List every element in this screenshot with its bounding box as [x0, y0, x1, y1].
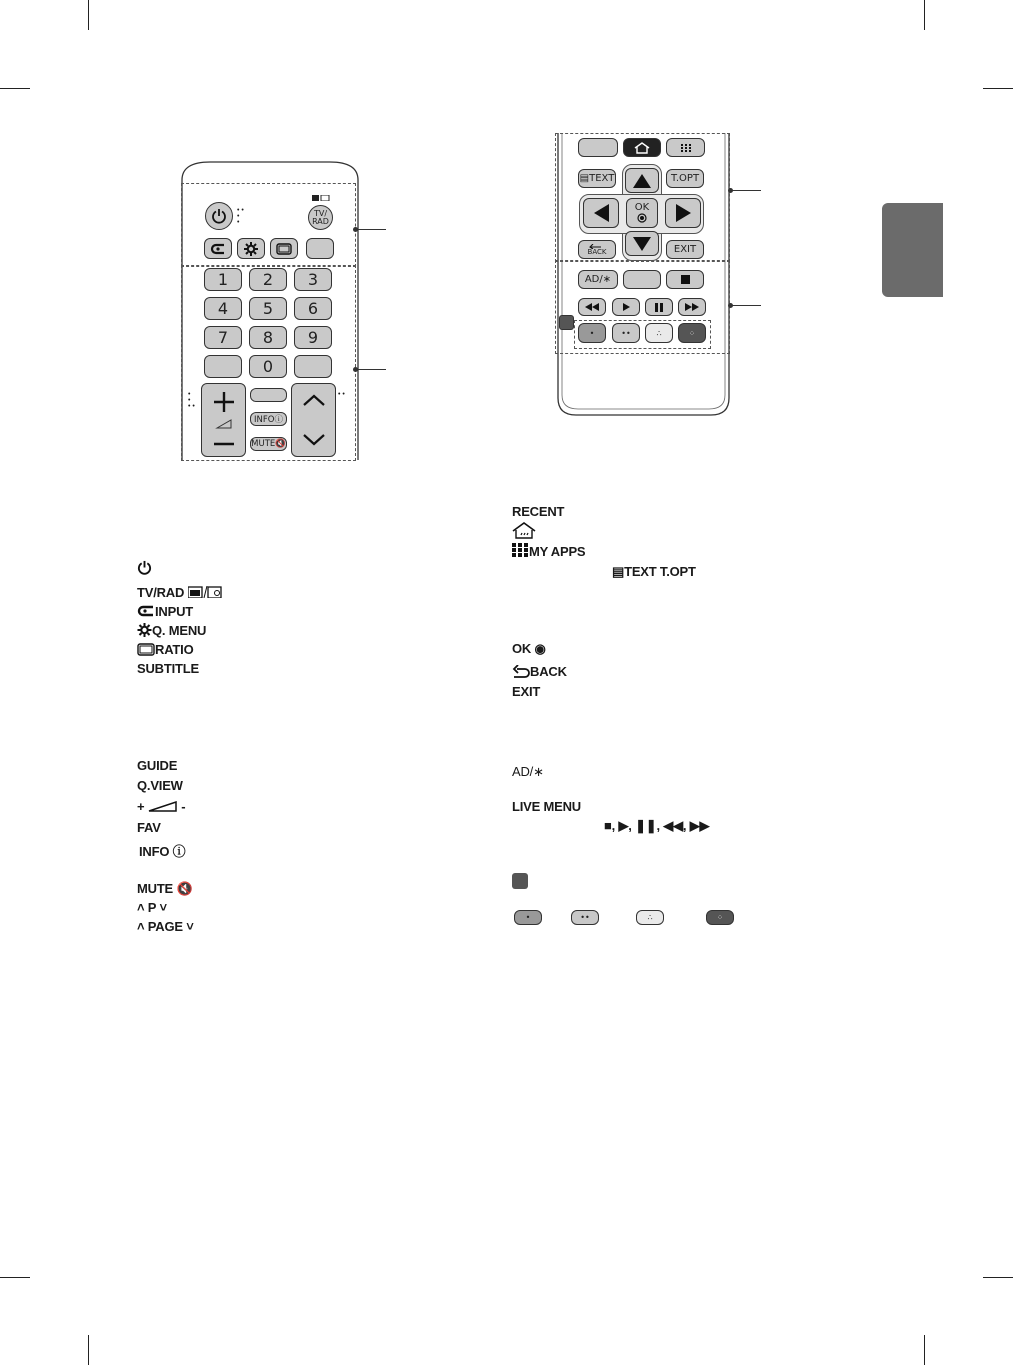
guide-button[interactable] [204, 355, 242, 378]
exit-button[interactable]: EXIT [666, 240, 704, 259]
crop-mark [0, 1277, 30, 1278]
power-icon [137, 560, 152, 575]
back-key-label: BACK [587, 247, 607, 256]
num-key-9[interactable]: 9 [294, 326, 332, 349]
dots-marker: • • [338, 391, 345, 398]
volume-icon [148, 801, 178, 812]
power-icon [211, 208, 227, 224]
number-2-badge [559, 315, 574, 330]
qmenu-button[interactable] [237, 238, 265, 259]
apps-grid-icon [681, 144, 691, 152]
ratio-label-text: RATIO [155, 642, 194, 657]
home-icon [512, 522, 536, 539]
input-icon [210, 243, 226, 255]
back-label-text: BACK [530, 664, 567, 679]
page-label: ˄ PAGE ˅ [137, 919, 194, 934]
rewind-icon [585, 303, 599, 311]
red-button[interactable]: • [578, 323, 606, 343]
ok-circle-icon [637, 213, 647, 223]
pause-icon [655, 303, 663, 312]
language-tab [882, 203, 943, 297]
home-button[interactable] [623, 138, 661, 157]
gear-icon [244, 242, 258, 256]
ok-label: OK ◉ [512, 641, 546, 656]
recent-label: RECENT [512, 504, 565, 519]
up-button[interactable] [625, 168, 659, 193]
down-arrow-icon [633, 237, 651, 251]
red-key-icon: • [514, 910, 542, 925]
mute-label: MUTE 🔇 [137, 881, 193, 896]
chevron-up-down-icon [299, 389, 329, 451]
channel-label: ˄ P ˅ [137, 900, 167, 915]
gear-icon [137, 623, 152, 637]
leader-line [356, 229, 386, 230]
crop-mark [983, 1277, 1013, 1278]
tvrad-icon [312, 195, 330, 201]
subtitle-label: SUBTITLE [137, 661, 199, 676]
dots-marker: • • • • [237, 207, 244, 226]
livemenu-label: LIVE MENU [512, 799, 581, 814]
num-key-4[interactable]: 4 [204, 297, 242, 320]
myapps-button[interactable] [666, 138, 705, 157]
right-button[interactable] [665, 198, 701, 228]
dots-marker: • • • • [188, 391, 195, 410]
qview-button[interactable] [294, 355, 332, 378]
crop-mark [88, 0, 89, 30]
left-button[interactable] [583, 198, 619, 228]
fav-label: FAV [137, 820, 161, 835]
num-key-6[interactable]: 6 [294, 297, 332, 320]
tvrad-icon [188, 586, 222, 598]
crop-mark [983, 88, 1013, 89]
number-2-badge [512, 873, 528, 889]
input-button[interactable] [204, 238, 232, 259]
left-arrow-icon [594, 204, 609, 222]
num-key-1[interactable]: 1 [204, 268, 242, 291]
num-key-3[interactable]: 3 [294, 268, 332, 291]
mute-button[interactable]: MUTE🔇 [251, 439, 286, 449]
text-button[interactable]: ▤TEXT [578, 169, 616, 188]
num-key-5[interactable]: 5 [249, 297, 287, 320]
ratio-label [137, 642, 193, 657]
home-icon [634, 142, 650, 154]
leader-line [356, 369, 386, 370]
media-keys-label: ■, ▶, ❚❚, ◀◀, ▶▶ [604, 818, 710, 833]
fast-forward-icon [685, 303, 699, 311]
fav-button[interactable] [250, 388, 287, 402]
yellow-button[interactable]: ∴ [645, 323, 673, 343]
myapps-label-text: MY APPS [529, 544, 586, 559]
crop-mark [924, 1335, 925, 1365]
crop-mark [0, 88, 30, 89]
blue-button[interactable]: ⁘ [678, 323, 706, 343]
crop-mark [88, 1335, 89, 1365]
info-label: INFO ⓘ [139, 844, 186, 859]
channel-rocker[interactable] [291, 383, 336, 457]
exit-label: EXIT [512, 684, 541, 699]
back-arrow-icon [512, 665, 530, 678]
stop-icon [681, 275, 690, 284]
ratio-icon [137, 643, 155, 656]
input-label-text: INPUT [155, 604, 194, 619]
play-icon [623, 303, 630, 311]
rewind-button[interactable] [578, 298, 606, 316]
recent-button[interactable] [578, 138, 618, 157]
text-topt-label: ▤TEXT T.OPT [612, 564, 696, 579]
volume-rocker[interactable] [201, 383, 246, 457]
right-arrow-icon [676, 204, 691, 222]
qmenu-label [137, 623, 206, 638]
myapps-label [512, 543, 585, 559]
num-key-8[interactable]: 8 [249, 326, 287, 349]
up-arrow-icon [633, 174, 651, 188]
num-key-0[interactable]: 0 [249, 355, 287, 378]
crop-mark [924, 0, 925, 30]
green-button[interactable]: •• [612, 323, 640, 343]
stop-button[interactable] [666, 270, 704, 289]
blue-key-icon: ⁘ [706, 910, 734, 925]
tvrad-button[interactable]: TV/ RAD [308, 205, 333, 230]
guide-label: GUIDE [137, 758, 178, 773]
topt-button[interactable]: T.OPT [666, 169, 704, 188]
back-label [512, 664, 567, 679]
livemenu-button[interactable] [623, 270, 661, 289]
leader-line [731, 305, 761, 306]
home-label [512, 522, 536, 539]
subtitle-button[interactable] [306, 238, 334, 259]
ok-button[interactable] [626, 198, 658, 228]
volume-icon [211, 388, 237, 452]
ffwd-button[interactable] [678, 298, 706, 316]
input-label [137, 604, 193, 619]
ad-button[interactable]: AD/∗ [578, 270, 618, 289]
green-key-icon: •• [571, 910, 599, 925]
play-button[interactable] [612, 298, 640, 316]
power-label [137, 560, 152, 575]
tvrad-label: TV/RAD [137, 585, 222, 600]
num-key-2[interactable]: 2 [249, 268, 287, 291]
power-button[interactable] [205, 202, 233, 230]
down-button[interactable] [625, 231, 659, 256]
ratio-button[interactable] [270, 238, 298, 259]
qmenu-label-text: Q. MENU [152, 623, 207, 638]
num-key-7[interactable]: 7 [204, 326, 242, 349]
ok-key-label: OK [634, 202, 650, 213]
info-button[interactable]: INFOⓘ [250, 412, 287, 426]
input-icon [137, 605, 155, 617]
ratio-icon [276, 243, 292, 255]
apps-grid-icon [512, 543, 529, 558]
ad-label: AD/∗ [512, 764, 544, 779]
qview-label: Q.VIEW [137, 778, 183, 793]
leader-line [731, 190, 761, 191]
pause-button[interactable] [645, 298, 673, 316]
yellow-key-icon: ∴ [636, 910, 664, 925]
volume-label: + - [137, 799, 186, 814]
